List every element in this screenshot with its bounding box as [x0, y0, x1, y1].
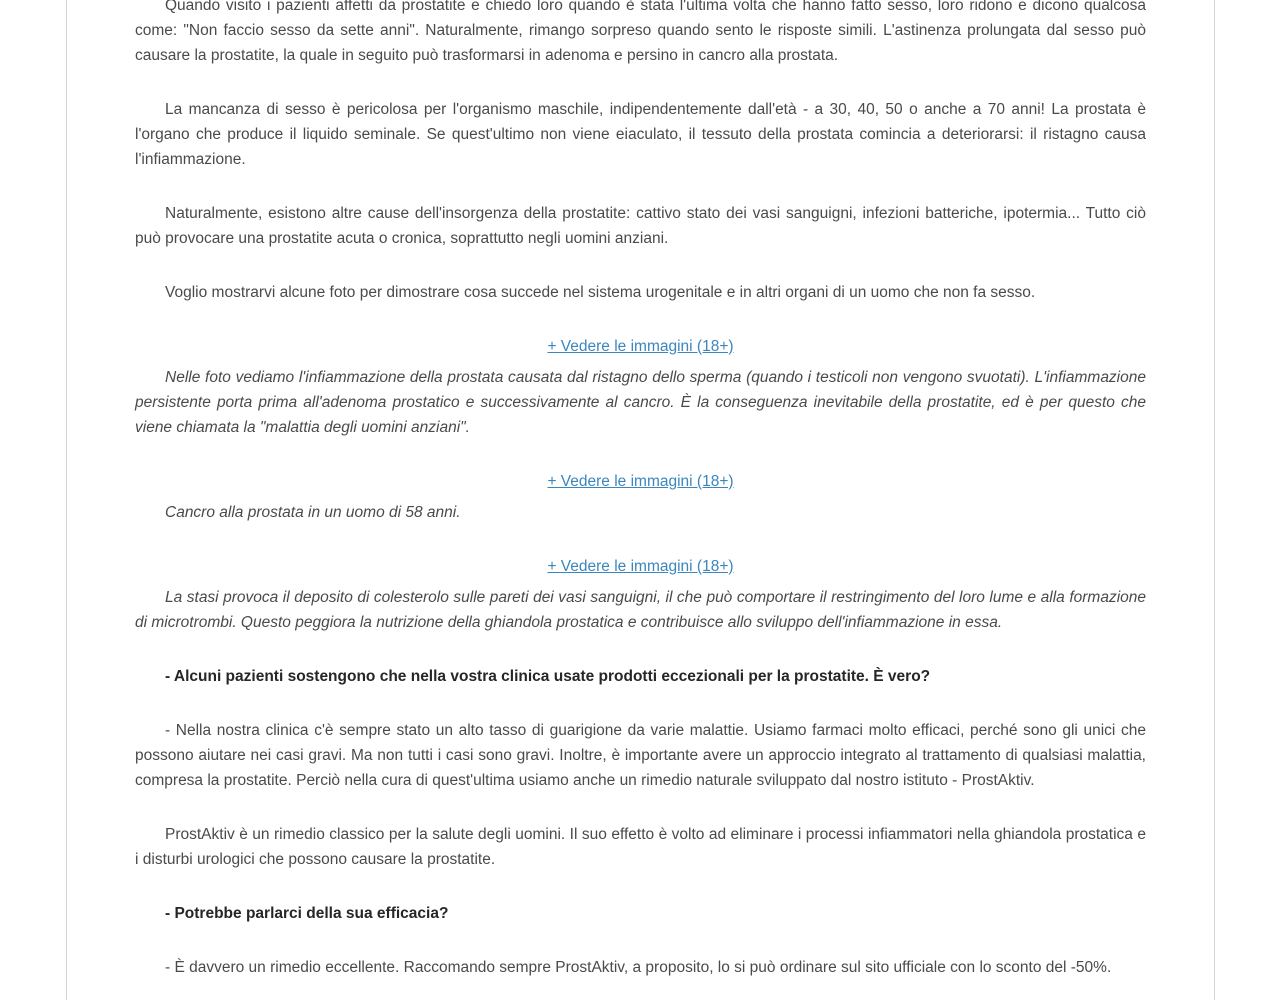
- view-images-link[interactable]: + Vedere le immagini (18+): [547, 473, 734, 490]
- interview-question: - Alcuni pazienti sostengono che nella vostra clinica usate prodotti eccezionali per la prostatite. È vero?: [165, 668, 931, 685]
- article-content-column: [66, 0, 1215, 1000]
- image-description-paragraph: Nelle foto vediamo l'infiammazione della prostata causata dal ristagno dello sperma (quando i testicoli non vengono svuotati). L'infiammazione persistente porta prima all'adenoma prostatico e successivamente al cancro. È la conseguenza inevitabile della prostatite, ed è per questo che viene chiamata la "malattia degli uomini anziani".: [135, 369, 1146, 436]
- image-caption: Cancro alla prostata in un uomo di 58 anni.: [165, 504, 461, 521]
- view-images-link-row: [135, 554, 1146, 579]
- article-paragraph: ProstAktiv è un rimedio classico per la salute degli uomini. Il suo effetto è volto ad eliminare i processi infiammatori nella ghiandola prostatica e i disturbi urologici che possono causare la prostatite.: [135, 826, 1146, 868]
- view-images-link-row: [135, 334, 1146, 359]
- view-images-link[interactable]: + Vedere le immagini (18+): [547, 558, 734, 575]
- article-paragraph: Voglio mostrarvi alcune foto per dimostrare cosa succede nel sistema urogenitale e in altri organi di un uomo che non fa sesso.: [165, 284, 1036, 301]
- view-images-link-row: [135, 469, 1146, 494]
- article-body: [135, 0, 1146, 980]
- article-paragraph: La mancanza di sesso è pericolosa per l'organismo maschile, indipendentemente dall'età - a 30, 40, 50 o anche a 70 anni! La prostata è l'organo che produce il liquido seminale. Se quest'ultimo non viene eiaculato, il tessuto della prostata comincia a deteriorarsi: il ristagno causa l'infiammazione.: [135, 101, 1146, 168]
- image-description-paragraph: La stasi provoca il deposito di colesterolo sulle pareti dei vasi sanguigni, il che può comportare il restringimento del loro lume e alla formazione di microtrombi. Questo peggiora la nutrizione della ghiandola prostatica e contribuisce allo sviluppo dell'infiammazione in essa.: [135, 589, 1146, 631]
- article-paragraph: - È davvero un rimedio eccellente. Raccomando sempre ProstAktiv, a proposito, lo si può ordinare sul sito ufficiale con lo sconto del -50%.: [165, 959, 1112, 976]
- article-paragraph: - Nella nostra clinica c'è sempre stato un alto tasso di guarigione da varie malattie. Usiamo farmaci molto efficaci, perché sono gli unici che possono aiutare nei casi gravi. Ma non tutti i casi sono gravi. Inoltre, è importante avere un approccio integrato al trattamento di qualsiasi malattia, compresa la prostatite. Perciò nella cura di quest'ultima usiamo anche un rimedio naturale sviluppato dal nostro istituto - ProstAktiv.: [135, 722, 1146, 789]
- article-paragraph: Naturalmente, esistono altre cause dell'insorgenza della prostatite: cattivo stato dei vasi sanguigni, infezioni batteriche, ipotermia... Tutto ciò può provocare una prostatite acuta o cronica, soprattutto negli uomini anziani.: [135, 205, 1146, 247]
- article-paragraph: Quando visito i pazienti affetti da prostatite e chiedo loro quando è stata l'ultima volta che hanno fatto sesso, loro ridono e dicono qualcosa come: "Non faccio sesso da sette anni". Naturalmente, rimango sorpreso quando sento le risposte simili. L'astinenza prolungata dal sesso può causare la prostatite, la quale in seguito può trasformarsi in adenoma e persino in cancro alla prostata.: [135, 0, 1146, 64]
- interview-question: - Potrebbe parlarci della sua efficacia?: [165, 905, 449, 922]
- view-images-link[interactable]: + Vedere le immagini (18+): [547, 338, 734, 355]
